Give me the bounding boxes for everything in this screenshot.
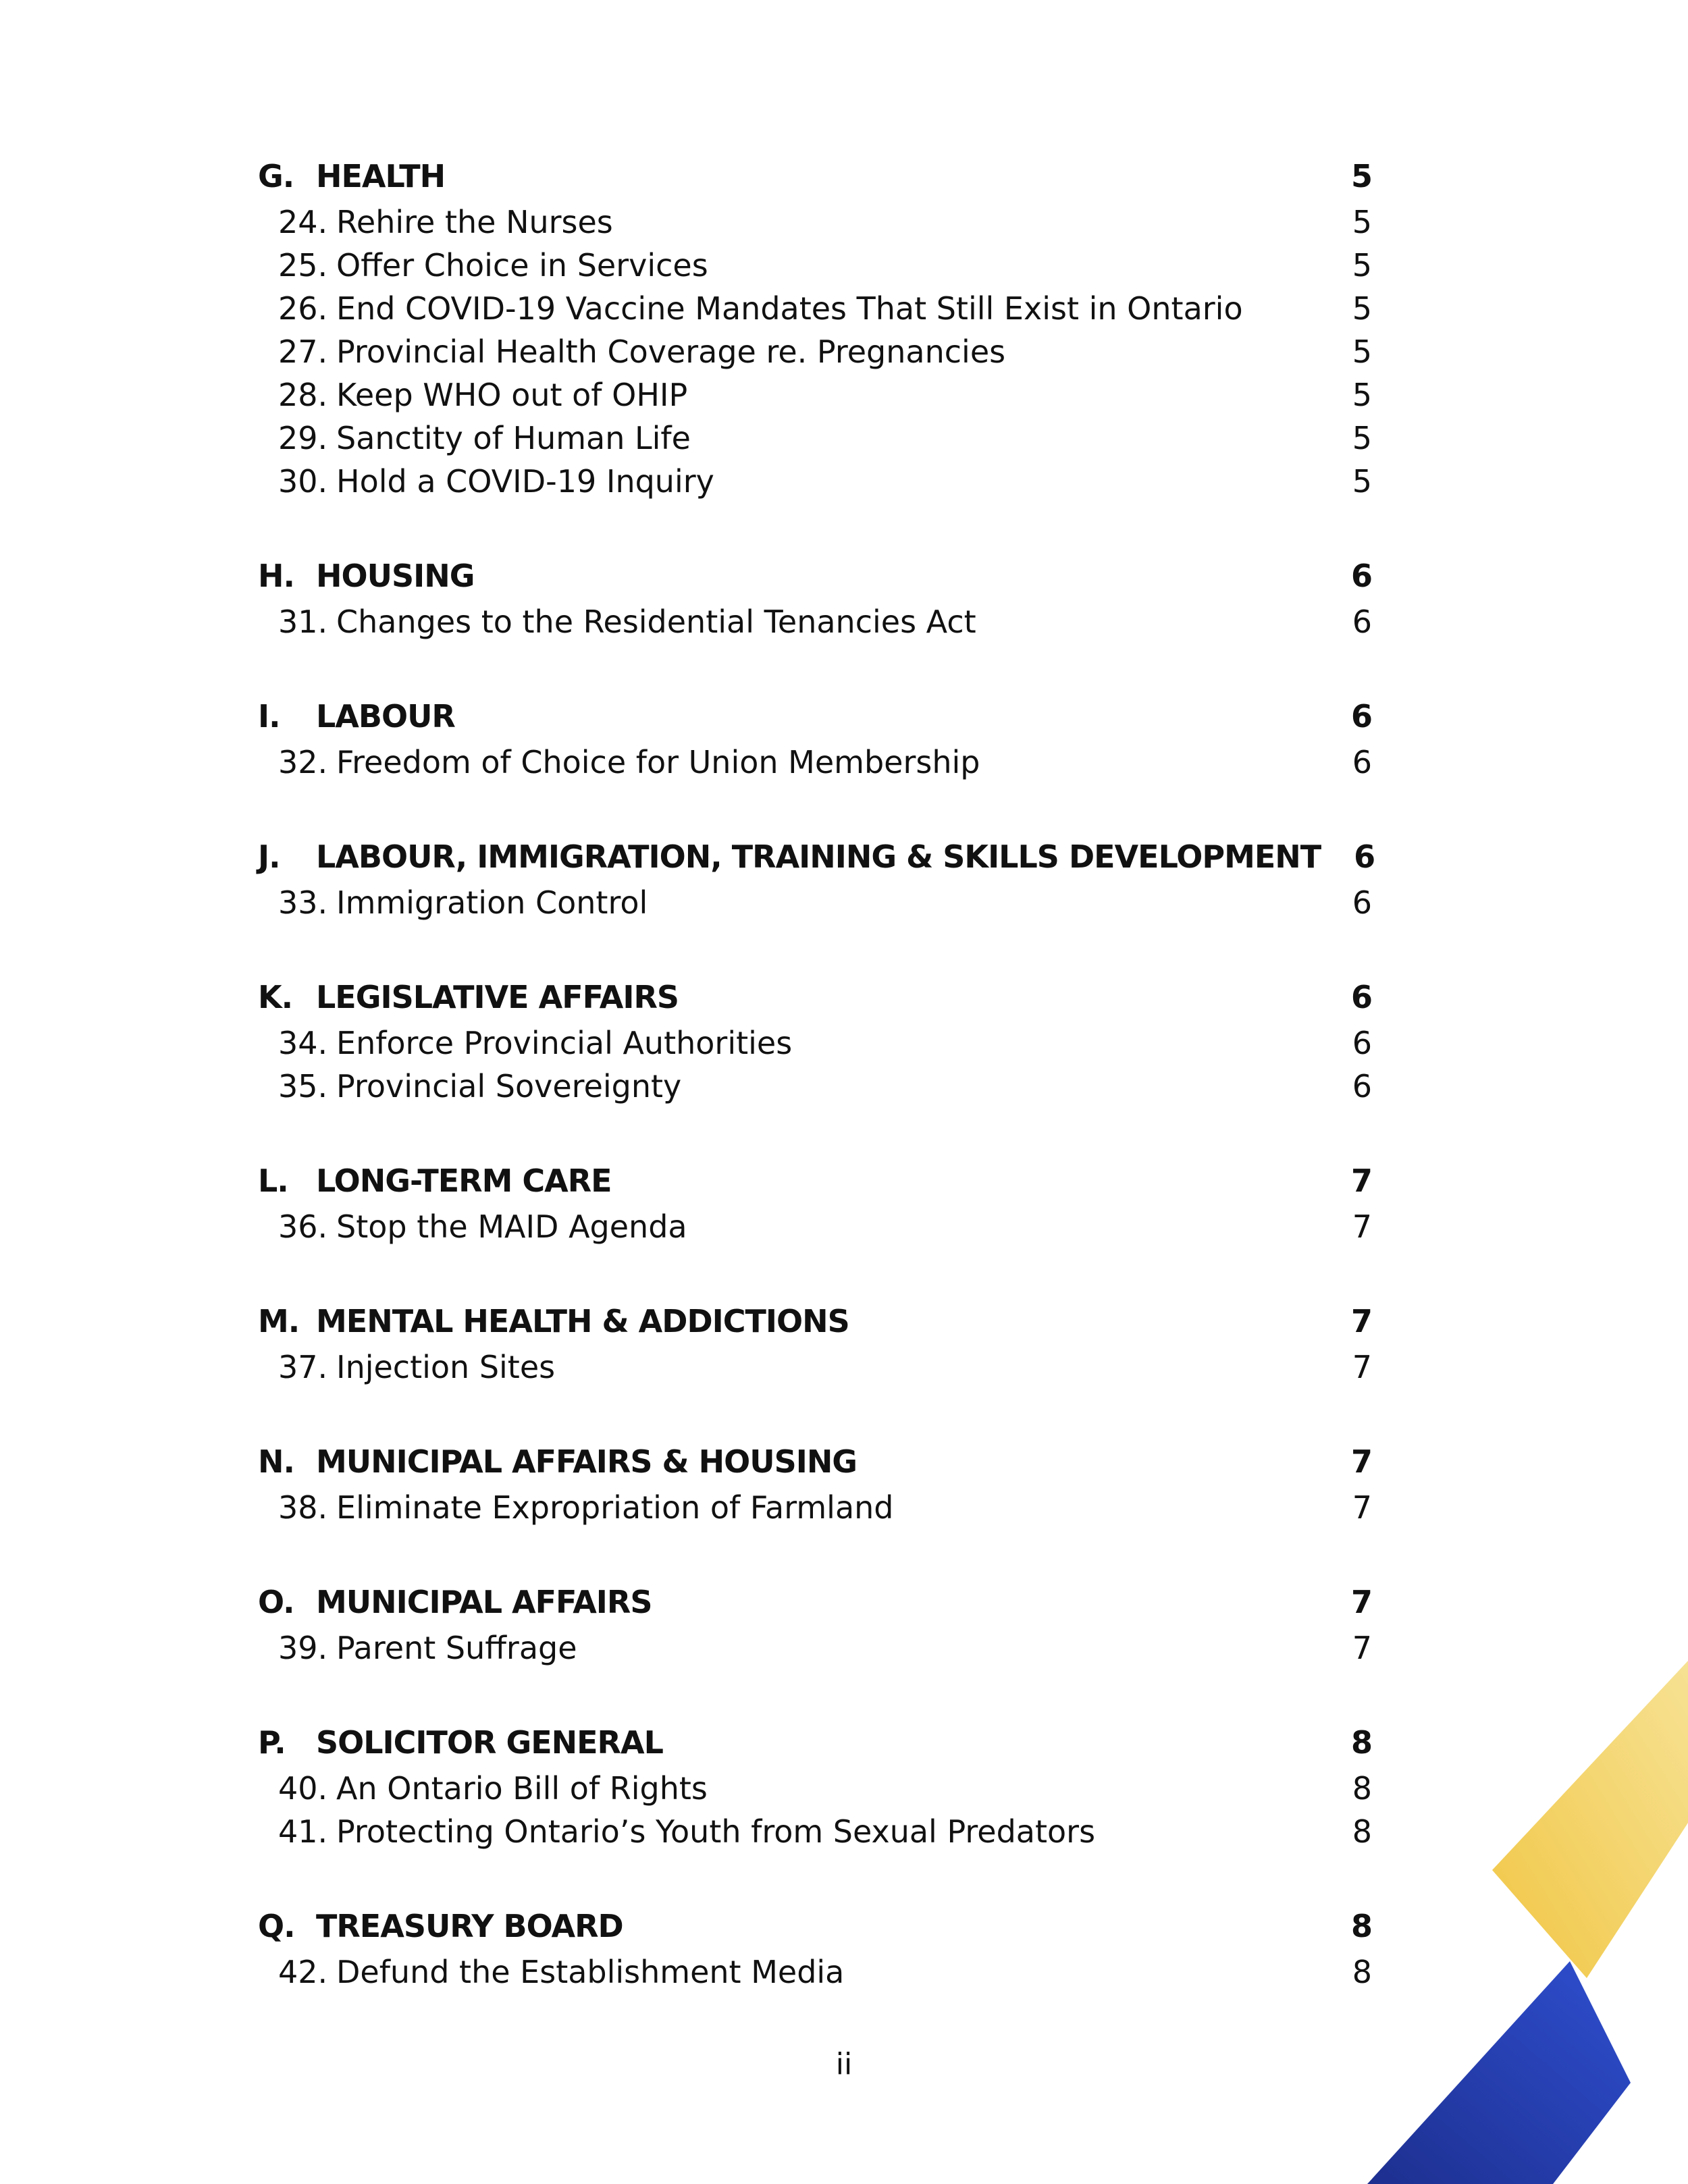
section-title: LABOUR bbox=[316, 698, 455, 735]
item-page-number: 8 bbox=[1352, 1770, 1372, 1807]
section-page-number: 7 bbox=[1350, 1163, 1372, 1199]
item-title: Provincial Sovereignty bbox=[336, 1068, 682, 1104]
item-number: 32. bbox=[278, 744, 328, 780]
item-page-number: 7 bbox=[1352, 1349, 1372, 1385]
item-number: 26. bbox=[278, 290, 328, 327]
section-letter: K. bbox=[258, 979, 293, 1015]
section-page-number: 6 bbox=[1354, 838, 1375, 875]
item-page-number: 5 bbox=[1352, 247, 1372, 284]
item-number: 35. bbox=[278, 1068, 328, 1104]
item-page-number: 5 bbox=[1352, 204, 1372, 240]
section-page-number: 7 bbox=[1350, 1443, 1372, 1480]
item-title: An Ontario Bill of Rights bbox=[336, 1770, 708, 1807]
item-title: Offer Choice in Services bbox=[336, 247, 708, 284]
section-title: MUNICIPAL AFFAIRS bbox=[316, 1584, 652, 1620]
item-title: Enforce Provincial Authorities bbox=[336, 1025, 793, 1061]
item-number: 25. bbox=[278, 247, 328, 284]
yellow-ribbon-shape bbox=[1492, 1661, 1688, 1978]
item-number: 40. bbox=[278, 1770, 328, 1807]
item-title: Sanctity of Human Life bbox=[336, 420, 691, 456]
section-title: MENTAL HEALTH & ADDICTIONS bbox=[316, 1303, 849, 1339]
section-letter: Q. bbox=[258, 1908, 295, 1944]
item-page-number: 6 bbox=[1352, 604, 1372, 640]
item-number: 27. bbox=[278, 334, 328, 370]
section-letter: M. bbox=[258, 1303, 300, 1339]
section-letter: L. bbox=[258, 1163, 288, 1199]
item-title: Injection Sites bbox=[336, 1349, 556, 1385]
section-title: LEGISLATIVE AFFAIRS bbox=[316, 979, 679, 1015]
section-page-number: 7 bbox=[1350, 1303, 1372, 1339]
item-title: Eliminate Expropriation of Farmland bbox=[336, 1489, 894, 1526]
item-title: Stop the MAID Agenda bbox=[336, 1208, 687, 1245]
section-page-number: 6 bbox=[1350, 979, 1372, 1015]
section-page-number: 7 bbox=[1350, 1584, 1372, 1620]
item-page-number: 6 bbox=[1352, 1068, 1372, 1104]
section-page-number: 6 bbox=[1350, 558, 1372, 594]
section-page-number: 6 bbox=[1350, 698, 1372, 735]
section-letter: G. bbox=[258, 158, 294, 194]
item-number: 41. bbox=[278, 1813, 328, 1850]
section-letter: H. bbox=[258, 558, 294, 594]
section-title: MUNICIPAL AFFAIRS & HOUSING bbox=[316, 1443, 858, 1480]
item-number: 24. bbox=[278, 204, 328, 240]
item-page-number: 5 bbox=[1352, 463, 1372, 500]
item-number: 31. bbox=[278, 604, 328, 640]
page-number: ii bbox=[835, 2047, 853, 2081]
item-title: Parent Suffrage bbox=[336, 1630, 577, 1666]
item-title: Protecting Ontario’s Youth from Sexual Predators bbox=[336, 1813, 1096, 1850]
item-page-number: 7 bbox=[1352, 1630, 1372, 1666]
item-number: 39. bbox=[278, 1630, 328, 1666]
item-number: 34. bbox=[278, 1025, 328, 1061]
section-letter: P. bbox=[258, 1724, 286, 1761]
item-page-number: 8 bbox=[1352, 1954, 1372, 1990]
section-title: HOUSING bbox=[316, 558, 475, 594]
section-page-number: 8 bbox=[1350, 1724, 1372, 1761]
section-title: LABOUR, IMMIGRATION, TRAINING & SKILLS DEVELOPMENT bbox=[316, 838, 1321, 875]
section-letter: J. bbox=[258, 838, 280, 875]
item-title: Rehire the Nurses bbox=[336, 204, 613, 240]
item-page-number: 5 bbox=[1352, 377, 1372, 413]
item-page-number: 5 bbox=[1352, 290, 1372, 327]
item-page-number: 6 bbox=[1352, 744, 1372, 780]
item-title: Hold a COVID-19 Inquiry bbox=[336, 463, 714, 500]
item-page-number: 7 bbox=[1352, 1208, 1372, 1245]
section-title: TREASURY BOARD bbox=[316, 1908, 623, 1944]
item-page-number: 6 bbox=[1352, 1025, 1372, 1061]
item-title: Immigration Control bbox=[336, 884, 648, 921]
section-page-number: 5 bbox=[1350, 158, 1372, 194]
section-letter: N. bbox=[258, 1443, 294, 1480]
item-page-number: 5 bbox=[1352, 334, 1372, 370]
item-title: End COVID-19 Vaccine Mandates That Still Exist in Ontario bbox=[336, 290, 1243, 327]
item-number: 28. bbox=[278, 377, 328, 413]
item-number: 42. bbox=[278, 1954, 328, 1990]
blue-ribbon-shape bbox=[1367, 1961, 1631, 2184]
item-number: 38. bbox=[278, 1489, 328, 1526]
item-number: 30. bbox=[278, 463, 328, 500]
section-title: LONG-TERM CARE bbox=[316, 1163, 612, 1199]
item-title: Changes to the Residential Tenancies Act bbox=[336, 604, 976, 640]
item-title: Freedom of Choice for Union Membership bbox=[336, 744, 980, 780]
section-letter: I. bbox=[258, 698, 280, 735]
item-number: 33. bbox=[278, 884, 328, 921]
item-number: 29. bbox=[278, 420, 328, 456]
item-page-number: 6 bbox=[1352, 884, 1372, 921]
item-number: 36. bbox=[278, 1208, 328, 1245]
item-number: 37. bbox=[278, 1349, 328, 1385]
section-letter: O. bbox=[258, 1584, 294, 1620]
item-title: Defund the Establishment Media bbox=[336, 1954, 845, 1990]
section-page-number: 8 bbox=[1350, 1908, 1372, 1944]
item-page-number: 8 bbox=[1352, 1813, 1372, 1850]
item-page-number: 7 bbox=[1352, 1489, 1372, 1526]
item-page-number: 5 bbox=[1352, 420, 1372, 456]
item-title: Provincial Health Coverage re. Pregnancies bbox=[336, 334, 1006, 370]
section-title: SOLICITOR GENERAL bbox=[316, 1724, 663, 1761]
item-title: Keep WHO out of OHIP bbox=[336, 377, 688, 413]
section-title: HEALTH bbox=[316, 158, 446, 194]
